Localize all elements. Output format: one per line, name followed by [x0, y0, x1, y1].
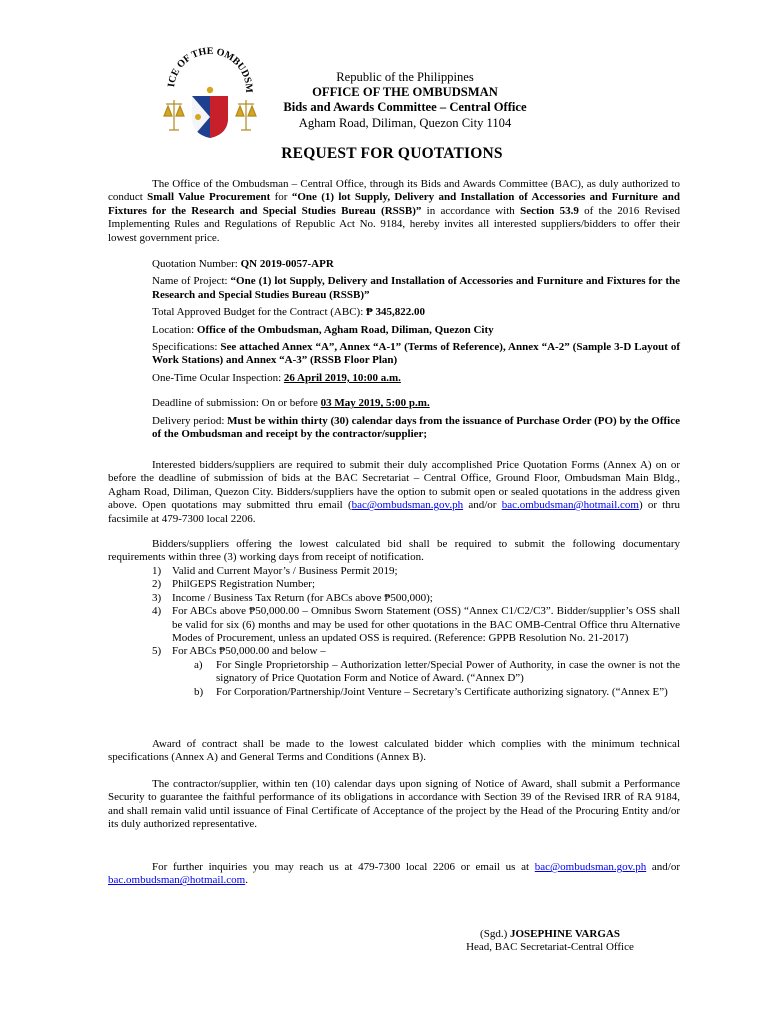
- republic-line: Republic of the Philippines: [336, 70, 474, 84]
- location: Location: Office of the Ombudsman, Agham Road, Diliman, Quezon City: [152, 323, 494, 336]
- procurement-mode: Small Value Procurement: [147, 191, 271, 204]
- inquiries-paragraph: For further inquiries you may reach us at 479-7300 local 2206 or email us at bac@ombudsman.gov.ph and/or bac.ombudsman@hotmail.com.: [108, 861, 681, 887]
- list-item: 4) For ABCs above ₱50,000.00 – Omnibus Sworn Statement (OSS) “Annex C1/C2/C3”. Bidder/supplier’s OSS shall be valid for six (6) months and may be used for other quotations in the BAC OMB-Central Office thru Alternative Modes of Procurement, unless an updated OSS is required. (Reference: GPPB Resolution No. 21-2017): [152, 605, 680, 645]
- email-link-bac[interactable]: bac@ombudsman.gov.ph: [351, 499, 464, 512]
- intro-paragraph: The Office of the Ombudsman – Central Office, through its Bids and Awards Committee (BAC), as duly authorized to conduct Small Value Procurement for “One (1) lot Supply, Delivery and Installation of Accessories and Furniture and Fixtures for the Research and Special Studies Bureau (RSSB)” in accordance with Section 53.9 of the 2016 Revised Implementing Rules and Regulations of Republic Act No. 9184, hereby invites all interested suppliers/bidders to offer their lowest government price.: [108, 178, 680, 244]
- letterhead: [200, 70, 610, 131]
- requirements-intro: Bidders/suppliers offering the lowest calculated bid shall be required to submit the following documentary requirements within three (3) working days from receipt of notification.: [108, 538, 680, 564]
- list-item: 1) Valid and Current Mayor’s / Business Permit 2019;: [152, 565, 398, 577]
- office-name: OFFICE OF THE OMBUDSMAN: [312, 85, 498, 100]
- performance-paragraph: The contractor/supplier, within ten (10) calendar days upon signing of Notice of Award, shall submit a Performance Security to guarantee the faithful performance of its obligations in accordance with Section 39 of the Revised IRR of RA 9184, and shall remain valid until issuance of Final Certificate of Acceptance of the project by the Head of the Procuring Entity and/or its duly authorized representative.: [108, 778, 680, 831]
- budget: Total Approved Budget for the Contract (ABC): ₱ 345,822.00: [152, 306, 425, 319]
- deadline: Deadline of submission: On or before 03 May 2019, 5:00 p.m.: [152, 397, 430, 410]
- list-item: 5) For ABCs ₱50,000.00 and below –: [152, 645, 326, 658]
- requirements-list: [108, 565, 680, 699]
- sub-list-item: a) For Single Proprietorship – Authorization letter/Special Power of Authority, in case the owner is not the signatory of Price Quotation Form and Notice of Award. (“Annex D”): [194, 658, 680, 685]
- award-paragraph: Award of contract shall be made to the lowest calculated bidder which complies with the minimum technical specifications (Annex A) and General Terms and Conditions (Annex B).: [108, 738, 680, 764]
- ocular-inspection: One-Time Ocular Inspection: 26 April 2019, 10:00 a.m.: [152, 371, 401, 384]
- section-ref: Section 53.9: [520, 204, 579, 217]
- sub-list-item: b) For Corporation/Partnership/Joint Venture – Secretary’s Certificate authorizing signatory. (“Annex E”): [194, 685, 668, 698]
- page-title: REQUEST FOR QUOTATIONS: [281, 145, 503, 162]
- quotation-number: Quotation Number: QN 2019-0057-APR: [152, 258, 334, 270]
- project-name: Name of Project: “One (1) lot Supply, Delivery and Installation of Accessories and Furniture and Fixtures for the Research and Special Studies Bureau (RSSB)”: [152, 275, 680, 301]
- list-item: 2) PhilGEPS Registration Number;: [152, 578, 315, 591]
- signatory-name: (Sgd.) JOSEPHINE VARGAS: [480, 928, 620, 940]
- list-item: 3) Income / Business Tax Return (for ABCs above ₱500,000);: [152, 591, 433, 604]
- delivery-period: Delivery period: Must be within thirty (30) calendar days from the issuance of Purchase Order (PO) by the Office of the Ombudsman and receipt by the contractor/supplier;: [152, 414, 680, 441]
- submission-paragraph: Interested bidders/suppliers are required to submit their duly accomplished Price Quotation Forms (Annex A) on or before the deadline of submission of bids at the BAC Secretariat – Central Office, Ground Floor, Ombudsman Main Bldg., Agham Road, Diliman, Quezon City. Bidders/suppliers have the option to submit open or sealed quotations in the address given above. Open quotations may submitted thru email (bac@ombudsman.gov.ph and/or bac.ombudsman@hotmail.com) or thru facsimile at 479-7300 local 2206.: [108, 459, 680, 525]
- committee-name: Bids and Awards Committee – Central Office: [283, 100, 527, 115]
- seal-ring-text: ICE OF THE OMBUDSM: [166, 45, 255, 94]
- office-address: Agham Road, Diliman, Quezon City 1104: [298, 115, 512, 130]
- email-link-bac[interactable]: bac@ombudsman.gov.ph: [534, 861, 647, 873]
- rfq-details: [152, 258, 680, 441]
- email-link-hotmail[interactable]: bac.ombudsman@hotmail.com: [108, 874, 246, 887]
- scales-left-icon: [164, 100, 184, 130]
- signature-block: [430, 928, 670, 955]
- email-link-hotmail[interactable]: bac.ombudsman@hotmail.com: [501, 499, 639, 512]
- signatory-position: Head, BAC Secretariat-Central Office: [466, 941, 634, 954]
- project-name-intro: “One (1) lot Supply, Delivery and Installation of Accessories and Furniture and Fixtures for the Research and Special Studies Bureau (RSSB)”: [108, 191, 680, 217]
- specifications: Specifications: See attached Annex “A”, Annex “A-1” (Terms of Reference), Annex “A-2” (Sample 3-D Layout of Work Stations) and Annex “A-3” (RSSB Floor Plan): [152, 341, 681, 367]
